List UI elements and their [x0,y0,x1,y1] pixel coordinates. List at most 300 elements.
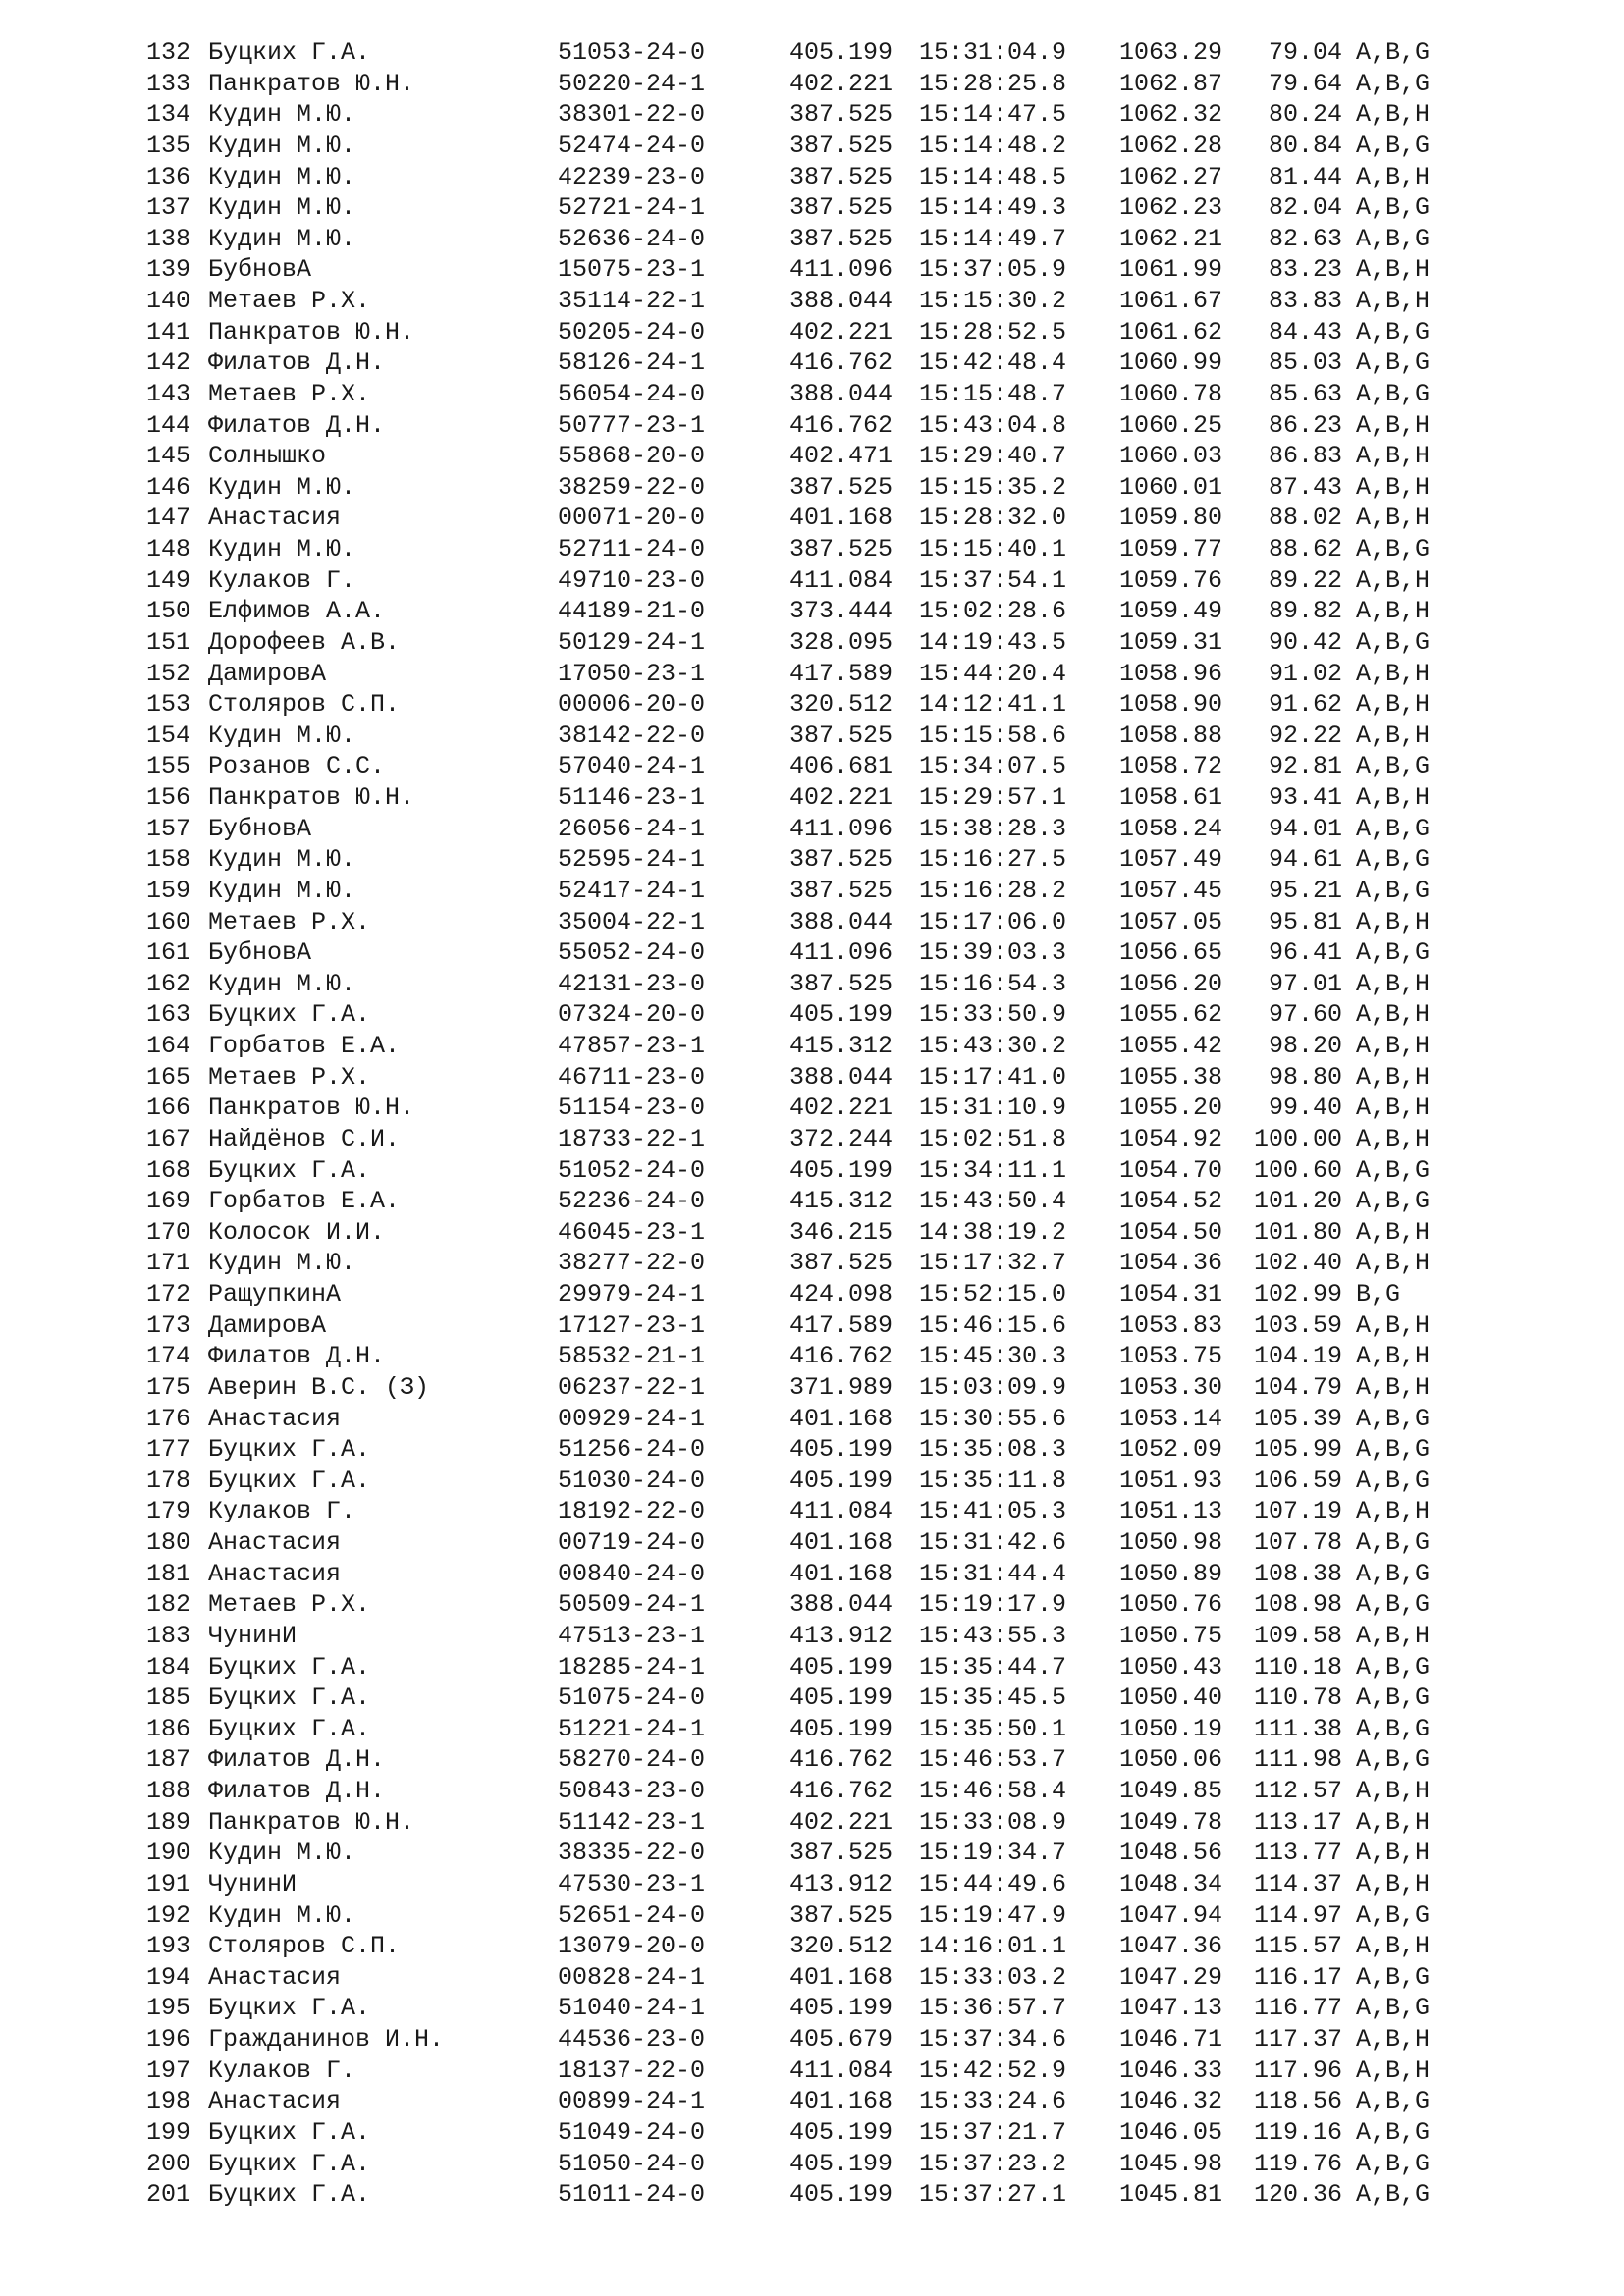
result-row [0,2086,1624,2117]
fancier-name-cell: Аверин В.С. (З) [208,1372,430,1402]
arrival-time-cell: 15:19:34.7 [919,1839,1067,1868]
place-cell: 165 [145,1062,190,1092]
ring-number-cell: 47513-23-1 [558,1621,706,1650]
result-row [0,969,1624,1000]
speed-cell: 1051.13 [1119,1497,1223,1526]
ring-number-cell: 18733-22-1 [558,1124,706,1153]
distance-cell: 416.762 [789,1342,893,1371]
arrival-time-cell: 15:33:03.2 [919,1962,1067,1992]
speed-cell: 1059.76 [1119,565,1223,595]
points-cell: 116.77 [1253,1994,1342,2023]
arrival-time-cell: 15:31:04.9 [919,38,1067,67]
arrival-time-cell: 15:14:49.3 [919,193,1067,223]
ring-number-cell: 18192-22-0 [558,1497,706,1526]
result-row [0,1124,1624,1155]
classes-cell: A,B,G [1356,1714,1431,1743]
points-cell: 106.59 [1253,1466,1342,1495]
speed-cell: 1062.23 [1119,193,1223,223]
place-cell: 148 [145,535,190,563]
points-cell: 97.60 [1268,1000,1342,1030]
place-cell: 198 [145,2087,190,2116]
points-cell: 85.63 [1268,379,1342,408]
classes-cell: A,B,G [1356,2149,1431,2178]
distance-cell: 387.525 [789,131,893,160]
classes-cell: A,B,G [1356,1528,1431,1557]
place-cell: 180 [145,1528,190,1557]
classes-cell: A,B,H [1356,1000,1431,1030]
fancier-name-cell: Кудин М.Ю. [208,193,356,223]
result-row [0,1341,1624,1372]
classes-cell: A,B,G [1356,752,1431,781]
classes-cell: A,B,G [1356,1187,1431,1216]
speed-cell: 1054.36 [1119,1249,1223,1278]
ring-number-cell: 46045-23-1 [558,1217,706,1247]
points-cell: 84.43 [1268,317,1342,347]
ring-number-cell: 50777-23-1 [558,410,706,440]
result-row [0,1031,1624,1062]
classes-cell: A,B,H [1356,410,1431,440]
points-cell: 89.82 [1268,597,1342,626]
classes-cell: A,B,H [1356,1621,1431,1650]
classes-cell: A,B,G [1356,1994,1431,2023]
ring-number-cell: 52595-24-1 [558,845,706,875]
place-cell: 159 [145,876,190,905]
fancier-name-cell: Кудин М.Ю. [208,535,356,563]
points-cell: 99.40 [1268,1094,1342,1123]
classes-cell: A,B,G [1356,1652,1431,1682]
classes-cell: A,B,G [1356,535,1431,563]
arrival-time-cell: 15:35:08.3 [919,1435,1067,1465]
result-row [0,2149,1624,2180]
speed-cell: 1050.89 [1119,1559,1223,1588]
result-row [0,1621,1624,1652]
speed-cell: 1063.29 [1119,38,1223,67]
speed-cell: 1047.36 [1119,1932,1223,1961]
result-row [0,1931,1624,1962]
ring-number-cell: 51052-24-0 [558,1155,706,1185]
arrival-time-cell: 15:14:49.7 [919,224,1067,253]
place-cell: 172 [145,1280,190,1308]
fancier-name-cell: Буцких Г.А. [208,1155,371,1185]
speed-cell: 1059.31 [1119,627,1223,657]
fancier-name-cell: Кудин М.Ю. [208,131,356,160]
classes-cell: A,B,H [1356,1217,1431,1247]
distance-cell: 328.095 [789,627,893,657]
classes-cell: A,B,G [1356,348,1431,378]
place-cell: 200 [145,2149,190,2178]
classes-cell: A,B,G [1356,1590,1431,1620]
points-cell: 109.58 [1253,1621,1342,1650]
place-cell: 161 [145,938,190,968]
fancier-name-cell: Буцких Г.А. [208,2149,371,2178]
distance-cell: 402.221 [789,783,893,812]
classes-cell: A,B,H [1356,442,1431,471]
fancier-name-cell: Метаев Р.Х. [208,1062,371,1092]
classes-cell: A,B,G [1356,224,1431,253]
speed-cell: 1057.49 [1119,845,1223,875]
points-cell: 117.37 [1253,2025,1342,2054]
distance-cell: 371.989 [789,1372,893,1402]
speed-cell: 1056.65 [1119,938,1223,968]
ring-number-cell: 00006-20-0 [558,690,706,720]
result-row [0,441,1624,472]
fancier-name-cell: Горбатов Е.А. [208,1032,401,1060]
ring-number-cell: 55868-20-0 [558,442,706,471]
result-row [0,192,1624,224]
result-row [0,1496,1624,1527]
ring-number-cell: 18285-24-1 [558,1652,706,1682]
ring-number-cell: 29979-24-1 [558,1280,706,1308]
speed-cell: 1049.78 [1119,1807,1223,1837]
fancier-name-cell: Буцких Г.А. [208,1994,371,2023]
distance-cell: 401.168 [789,1528,893,1557]
fancier-name-cell: Розанов С.С. [208,752,386,781]
arrival-time-cell: 15:43:30.2 [919,1032,1067,1060]
arrival-time-cell: 15:31:44.4 [919,1559,1067,1588]
place-cell: 195 [145,1994,190,2023]
speed-cell: 1060.99 [1119,348,1223,378]
result-row [0,410,1624,442]
classes-cell: A,B,H [1356,1310,1431,1340]
fancier-name-cell: Кудин М.Ю. [208,224,356,253]
result-row [0,1589,1624,1621]
points-cell: 88.62 [1268,535,1342,563]
classes-cell: B,G [1356,1280,1401,1308]
ring-number-cell: 38142-22-0 [558,721,706,750]
result-row [0,286,1624,317]
points-cell: 82.04 [1268,193,1342,223]
fancier-name-cell: Филатов Д.Н. [208,1777,386,1805]
distance-cell: 416.762 [789,410,893,440]
place-cell: 164 [145,1032,190,1060]
fancier-name-cell: Метаев Р.Х. [208,287,371,315]
ring-number-cell: 51053-24-0 [558,38,706,67]
fancier-name-cell: Панкратов Ю.Н. [208,69,415,98]
classes-cell: A,B,G [1356,938,1431,968]
result-row [0,472,1624,504]
speed-cell: 1058.61 [1119,783,1223,812]
result-row [0,937,1624,969]
distance-cell: 405.679 [789,2025,893,2054]
classes-cell: A,B,H [1356,659,1431,688]
result-row [0,1559,1624,1590]
classes-cell: A,B,G [1356,69,1431,98]
arrival-time-cell: 15:35:50.1 [919,1714,1067,1743]
place-cell: 139 [145,255,190,285]
speed-cell: 1047.94 [1119,1900,1223,1930]
result-row [0,999,1624,1031]
fancier-name-cell: РащупкинА [208,1280,342,1308]
result-row [0,1217,1624,1249]
arrival-time-cell: 15:42:52.9 [919,2056,1067,2085]
results-table [0,37,1624,2211]
points-cell: 110.18 [1253,1652,1342,1682]
fancier-name-cell: БубновА [208,938,312,968]
distance-cell: 405.199 [789,2180,893,2210]
points-cell: 114.97 [1253,1900,1342,1930]
classes-cell: A,B,H [1356,1932,1431,1961]
arrival-time-cell: 15:37:23.2 [919,2149,1067,2178]
ring-number-cell: 51154-23-0 [558,1094,706,1123]
distance-cell: 417.589 [789,1310,893,1340]
fancier-name-cell: Филатов Д.Н. [208,1342,386,1371]
points-cell: 95.81 [1268,907,1342,936]
place-cell: 132 [145,38,190,67]
arrival-time-cell: 15:43:50.4 [919,1187,1067,1216]
ring-number-cell: 00899-24-1 [558,2087,706,2116]
points-cell: 103.59 [1253,1310,1342,1340]
speed-cell: 1046.71 [1119,2025,1223,2054]
classes-cell: A,B,G [1356,1466,1431,1495]
points-cell: 105.99 [1253,1435,1342,1465]
result-row [0,99,1624,131]
distance-cell: 413.912 [789,1621,893,1650]
speed-cell: 1049.85 [1119,1777,1223,1805]
speed-cell: 1055.42 [1119,1032,1223,1060]
result-row [0,37,1624,69]
classes-cell: A,B,H [1356,565,1431,595]
place-cell: 137 [145,193,190,223]
arrival-time-cell: 15:28:32.0 [919,504,1067,533]
points-cell: 100.00 [1253,1124,1342,1153]
distance-cell: 405.199 [789,1652,893,1682]
speed-cell: 1058.88 [1119,721,1223,750]
distance-cell: 411.096 [789,938,893,968]
result-row [0,1093,1624,1124]
arrival-time-cell: 15:17:06.0 [919,907,1067,936]
classes-cell: A,B,H [1356,721,1431,750]
points-cell: 87.43 [1268,472,1342,502]
classes-cell: A,B,H [1356,1032,1431,1060]
distance-cell: 387.525 [789,193,893,223]
place-cell: 146 [145,472,190,502]
points-cell: 94.61 [1268,845,1342,875]
place-cell: 154 [145,721,190,750]
place-cell: 140 [145,287,190,315]
arrival-time-cell: 15:44:49.6 [919,1869,1067,1898]
result-row [0,1744,1624,1776]
classes-cell: A,B,H [1356,162,1431,191]
classes-cell: A,B,H [1356,783,1431,812]
speed-cell: 1062.21 [1119,224,1223,253]
ring-number-cell: 51049-24-0 [558,2117,706,2147]
speed-cell: 1050.06 [1119,1745,1223,1775]
ring-number-cell: 51146-23-1 [558,783,706,812]
ring-number-cell: 17127-23-1 [558,1310,706,1340]
points-cell: 92.22 [1268,721,1342,750]
ring-number-cell: 38335-22-0 [558,1839,706,1868]
points-cell: 102.40 [1253,1249,1342,1278]
speed-cell: 1056.20 [1119,969,1223,998]
points-cell: 80.24 [1268,100,1342,130]
place-cell: 134 [145,100,190,130]
result-row [0,1279,1624,1310]
distance-cell: 416.762 [789,1777,893,1805]
distance-cell: 411.096 [789,814,893,843]
arrival-time-cell: 15:14:48.5 [919,162,1067,191]
result-row [0,1682,1624,1714]
ring-number-cell: 56054-24-0 [558,379,706,408]
speed-cell: 1047.13 [1119,1994,1223,2023]
distance-cell: 388.044 [789,287,893,315]
distance-cell: 373.444 [789,597,893,626]
speed-cell: 1060.01 [1119,472,1223,502]
fancier-name-cell: БубновА [208,814,312,843]
fancier-name-cell: Метаев Р.Х. [208,907,371,936]
ring-number-cell: 50843-23-0 [558,1777,706,1805]
distance-cell: 402.221 [789,1807,893,1837]
classes-cell: A,B,G [1356,627,1431,657]
fancier-name-cell: Горбатов Е.А. [208,1187,401,1216]
arrival-time-cell: 15:35:44.7 [919,1652,1067,1682]
speed-cell: 1045.98 [1119,2149,1223,2178]
classes-cell: A,B,H [1356,1062,1431,1092]
classes-cell: A,B,G [1356,2087,1431,2116]
result-row [0,751,1624,782]
place-cell: 151 [145,627,190,657]
ring-number-cell: 35004-22-1 [558,907,706,936]
points-cell: 113.77 [1253,1839,1342,1868]
ring-number-cell: 00840-24-0 [558,1559,706,1588]
fancier-name-cell: Буцких Г.А. [208,38,371,67]
fancier-name-cell: Буцких Г.А. [208,2180,371,2210]
arrival-time-cell: 15:37:21.7 [919,2117,1067,2147]
ring-number-cell: 52417-24-1 [558,876,706,905]
ring-number-cell: 52636-24-0 [558,224,706,253]
classes-cell: A,B,G [1356,1435,1431,1465]
fancier-name-cell: Анастасия [208,504,342,533]
speed-cell: 1062.28 [1119,131,1223,160]
distance-cell: 388.044 [789,379,893,408]
points-cell: 107.19 [1253,1497,1342,1526]
place-cell: 166 [145,1094,190,1123]
points-cell: 97.01 [1268,969,1342,998]
speed-cell: 1061.62 [1119,317,1223,347]
ring-number-cell: 47530-23-1 [558,1869,706,1898]
points-cell: 101.80 [1253,1217,1342,1247]
distance-cell: 387.525 [789,1839,893,1868]
place-cell: 141 [145,317,190,347]
result-row [0,876,1624,907]
ring-number-cell: 42239-23-0 [558,162,706,191]
result-row [0,1466,1624,1497]
fancier-name-cell: Анастасия [208,2087,342,2116]
speed-cell: 1053.83 [1119,1310,1223,1340]
distance-cell: 401.168 [789,1559,893,1588]
result-row [0,1900,1624,1932]
result-row [0,1062,1624,1094]
result-row [0,596,1624,627]
arrival-time-cell: 15:17:41.0 [919,1062,1067,1092]
distance-cell: 387.525 [789,162,893,191]
fancier-name-cell: Метаев Р.Х. [208,379,371,408]
points-cell: 92.81 [1268,752,1342,781]
place-cell: 153 [145,690,190,720]
ring-number-cell: 06237-22-1 [558,1372,706,1402]
result-row [0,1652,1624,1683]
place-cell: 177 [145,1435,190,1465]
distance-cell: 401.168 [789,504,893,533]
fancier-name-cell: Анастасия [208,1962,342,1992]
distance-cell: 401.168 [789,1404,893,1433]
arrival-time-cell: 15:46:15.6 [919,1310,1067,1340]
classes-cell: A,B,H [1356,690,1431,720]
speed-cell: 1054.31 [1119,1280,1223,1308]
points-cell: 88.02 [1268,504,1342,533]
classes-cell: A,B,H [1356,1807,1431,1837]
speed-cell: 1060.25 [1119,410,1223,440]
result-row [0,907,1624,938]
classes-cell: A,B,H [1356,597,1431,626]
classes-cell: A,B,H [1356,2056,1431,2085]
distance-cell: 387.525 [789,472,893,502]
points-cell: 117.96 [1253,2056,1342,2085]
speed-cell: 1054.92 [1119,1124,1223,1153]
fancier-name-cell: Буцких Г.А. [208,1000,371,1030]
place-cell: 175 [145,1372,190,1402]
points-cell: 96.41 [1268,938,1342,968]
arrival-time-cell: 15:37:34.6 [919,2025,1067,2054]
fancier-name-cell: Панкратов Ю.Н. [208,1807,415,1837]
points-cell: 113.17 [1253,1807,1342,1837]
ring-number-cell: 00719-24-0 [558,1528,706,1557]
place-cell: 133 [145,69,190,98]
speed-cell: 1053.14 [1119,1404,1223,1433]
distance-cell: 406.681 [789,752,893,781]
arrival-time-cell: 15:30:55.6 [919,1404,1067,1433]
arrival-time-cell: 15:52:15.0 [919,1280,1067,1308]
speed-cell: 1050.43 [1119,1652,1223,1682]
classes-cell: A,B,H [1356,969,1431,998]
distance-cell: 402.221 [789,1094,893,1123]
result-row [0,1962,1624,1994]
place-cell: 201 [145,2180,190,2210]
points-cell: 79.04 [1268,38,1342,67]
speed-cell: 1058.72 [1119,752,1223,781]
speed-cell: 1059.80 [1119,504,1223,533]
speed-cell: 1052.09 [1119,1435,1223,1465]
speed-cell: 1060.78 [1119,379,1223,408]
place-cell: 135 [145,131,190,160]
arrival-time-cell: 15:43:55.3 [919,1621,1067,1650]
result-row [0,254,1624,286]
fancier-name-cell: Анастасия [208,1528,342,1557]
fancier-name-cell: ДамировА [208,659,327,688]
place-cell: 138 [145,224,190,253]
place-cell: 182 [145,1590,190,1620]
points-cell: 118.56 [1253,2087,1342,2116]
speed-cell: 1059.77 [1119,535,1223,563]
arrival-time-cell: 15:39:03.3 [919,938,1067,968]
arrival-time-cell: 15:14:48.2 [919,131,1067,160]
points-cell: 86.83 [1268,442,1342,471]
fancier-name-cell: ДамировА [208,1310,327,1340]
arrival-time-cell: 15:45:30.3 [919,1342,1067,1371]
classes-cell: A,B,H [1356,1124,1431,1153]
points-cell: 100.60 [1253,1155,1342,1185]
fancier-name-cell: Филатов Д.Н. [208,1745,386,1775]
ring-number-cell: 50205-24-0 [558,317,706,347]
fancier-name-cell: Кудин М.Ю. [208,162,356,191]
classes-cell: A,B,G [1356,1962,1431,1992]
ring-number-cell: 15075-23-1 [558,255,706,285]
classes-cell: A,B,H [1356,287,1431,315]
result-row [0,721,1624,752]
distance-cell: 405.199 [789,38,893,67]
result-row [0,162,1624,193]
points-cell: 89.22 [1268,565,1342,595]
fancier-name-cell: Кудин М.Ю. [208,1900,356,1930]
